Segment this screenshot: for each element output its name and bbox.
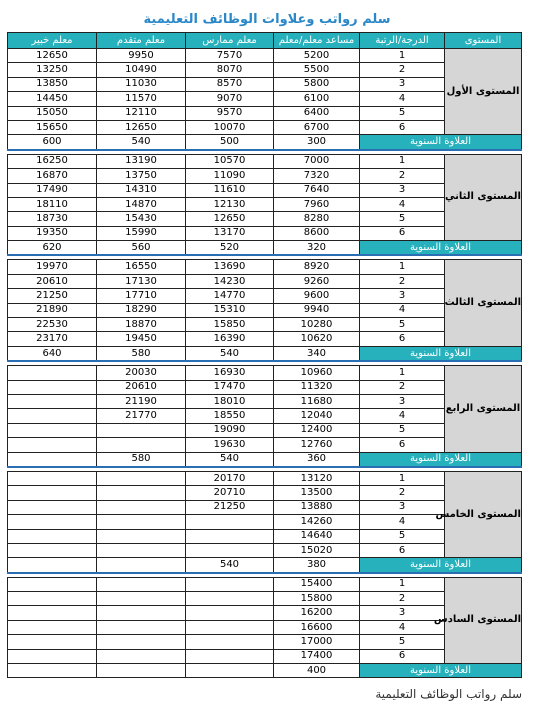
grade-cell: 4 [360,515,445,529]
grade-row [8,635,522,649]
salary-cell: 17710 [97,289,186,303]
grade-cell: 6 [360,649,445,663]
grade-cell: 1 [360,49,445,63]
allowance-value-cell: 360 [274,452,360,467]
salary-cell [186,649,274,663]
salary-cell: 10570 [186,154,274,168]
salary-cell: 11090 [186,169,274,183]
salary-cell: 21190 [97,394,186,408]
grade-cell: 1 [360,577,445,591]
grade-cell: 1 [360,366,445,380]
salary-cell [186,529,274,543]
salary-cell [186,606,274,620]
salary-cell [8,606,97,620]
salary-cell [8,486,97,500]
grade-cell: 6 [360,226,445,240]
level-name-cell: المستوى الرابع [445,366,522,452]
salary-cell [8,635,97,649]
salary-cell: 13250 [8,63,97,77]
salary-cell [97,606,186,620]
salary-cell [97,471,186,485]
header-practitioner-teacher: معلم ممارس [186,33,274,49]
allowance-value-cell: 520 [186,241,274,256]
grade-row [8,649,522,663]
annual-allowance-label: العلاوة السنوية [360,346,522,361]
grade-cell: 2 [360,486,445,500]
salary-cell [97,438,186,452]
salary-cell: 19630 [186,438,274,452]
salary-cell: 8920 [274,260,360,274]
salary-cell: 14450 [8,92,97,106]
salary-cell [186,592,274,606]
salary-cell [97,592,186,606]
salary-cell: 12760 [274,438,360,452]
salary-cell: 17130 [97,274,186,288]
grade-row [8,274,522,288]
allowance-value-cell [97,558,186,573]
salary-cell: 19450 [97,332,186,346]
annual-allowance-label: العلاوة السنوية [360,135,522,150]
allowance-value-cell: 580 [97,452,186,467]
grade-cell: 6 [360,543,445,557]
allowance-value-cell: 640 [8,346,97,361]
salary-cell: 18010 [186,394,274,408]
salary-cell: 10960 [274,366,360,380]
annual-allowance-row [8,452,522,467]
salary-cell [8,649,97,663]
salary-cell: 9070 [186,92,274,106]
salary-cell [8,394,97,408]
allowance-value-cell: 620 [8,241,97,256]
salary-cell: 14310 [97,183,186,197]
salary-table-body [8,49,522,678]
header-row [8,33,522,49]
allowance-value-cell: 580 [97,346,186,361]
salary-cell: 15800 [274,592,360,606]
salary-cell: 12650 [186,212,274,226]
salary-cell: 19350 [8,226,97,240]
allowance-value-cell: 340 [274,346,360,361]
salary-cell: 16200 [274,606,360,620]
salary-cell [8,529,97,543]
salary-cell: 9260 [274,274,360,288]
grade-row [8,380,522,394]
allowance-value-cell [97,664,186,678]
image-caption: سلم رواتب الوظائف التعليمية [375,687,522,701]
salary-cell: 16390 [186,332,274,346]
grade-row [8,154,522,168]
salary-cell: 12040 [274,409,360,423]
salary-cell: 18550 [186,409,274,423]
annual-allowance-row [8,135,522,150]
salary-cell [8,515,97,529]
salary-cell: 13190 [97,154,186,168]
grade-row [8,438,522,452]
salary-cell [97,620,186,634]
salary-cell: 12110 [97,106,186,120]
annual-allowance-label: العلاوة السنوية [360,664,522,678]
salary-cell: 13120 [274,471,360,485]
grade-cell: 5 [360,529,445,543]
grade-row [8,63,522,77]
grade-row [8,120,522,134]
header-level: المستوى [445,33,522,49]
salary-cell [8,592,97,606]
salary-cell: 12400 [274,423,360,437]
grade-cell: 4 [360,92,445,106]
salary-cell [8,366,97,380]
salary-cell [186,515,274,529]
level-name-cell: المستوى الأول [445,49,522,135]
salary-cell: 15990 [97,226,186,240]
grade-row [8,77,522,91]
grade-cell: 3 [360,77,445,91]
grade-row [8,543,522,557]
grade-row [8,577,522,591]
grade-cell: 3 [360,183,445,197]
salary-cell: 19970 [8,260,97,274]
grade-row [8,260,522,274]
salary-cell: 11610 [186,183,274,197]
header-expert-teacher: معلم خبير [8,33,97,49]
allowance-value-cell: 600 [8,135,97,150]
allowance-value-cell [186,664,274,678]
salary-cell [97,577,186,591]
salary-cell: 17490 [8,183,97,197]
salary-cell: 13750 [97,169,186,183]
salary-cell: 15430 [97,212,186,226]
grade-row [8,212,522,226]
salary-cell: 9940 [274,303,360,317]
annual-allowance-row [8,558,522,573]
salary-cell: 11320 [274,380,360,394]
salary-cell: 21770 [97,409,186,423]
salary-cell [186,620,274,634]
allowance-value-cell [8,452,97,467]
salary-cell: 12650 [97,120,186,134]
grade-cell: 4 [360,409,445,423]
salary-cell: 6400 [274,106,360,120]
salary-cell [8,543,97,557]
grade-cell: 3 [360,394,445,408]
grade-cell: 3 [360,289,445,303]
salary-cell [97,423,186,437]
salary-table [7,32,522,678]
allowance-value-cell [8,558,97,573]
salary-cell: 11680 [274,394,360,408]
salary-cell: 16600 [274,620,360,634]
grade-cell: 6 [360,438,445,452]
grade-cell: 5 [360,635,445,649]
salary-cell [8,577,97,591]
salary-cell: 11030 [97,77,186,91]
salary-cell [8,423,97,437]
grade-row [8,394,522,408]
salary-cell [97,635,186,649]
salary-cell: 11570 [97,92,186,106]
allowance-value-cell: 300 [274,135,360,150]
salary-cell: 5500 [274,63,360,77]
salary-cell: 7000 [274,154,360,168]
salary-cell: 20030 [97,366,186,380]
salary-cell: 19090 [186,423,274,437]
allowance-value-cell: 540 [186,558,274,573]
grade-row [8,486,522,500]
grade-row [8,318,522,332]
salary-cell [186,577,274,591]
grade-row [8,49,522,63]
grade-row [8,226,522,240]
salary-cell: 20170 [186,471,274,485]
salary-cell [186,543,274,557]
salary-cell [97,515,186,529]
allowance-value-cell: 400 [274,664,360,678]
grade-row [8,106,522,120]
annual-allowance-row [8,664,522,678]
salary-cell [97,529,186,543]
annual-allowance-row [8,241,522,256]
salary-cell: 12130 [186,197,274,211]
allowance-value-cell: 320 [274,241,360,256]
salary-cell: 6100 [274,92,360,106]
salary-cell [8,620,97,634]
salary-cell: 13690 [186,260,274,274]
salary-cell: 20710 [186,486,274,500]
grade-cell: 6 [360,120,445,134]
salary-cell: 8600 [274,226,360,240]
grade-cell: 4 [360,197,445,211]
salary-cell: 10070 [186,120,274,134]
salary-cell: 13850 [8,77,97,91]
level-name-cell: المستوى الخامس [445,471,522,557]
salary-cell: 13880 [274,500,360,514]
salary-cell: 20610 [8,274,97,288]
grade-row [8,423,522,437]
grade-cell: 1 [360,471,445,485]
salary-cell: 16870 [8,169,97,183]
annual-allowance-row [8,346,522,361]
salary-cell: 21890 [8,303,97,317]
grade-cell: 3 [360,606,445,620]
salary-cell: 15850 [186,318,274,332]
salary-cell: 14230 [186,274,274,288]
salary-cell: 7640 [274,183,360,197]
grade-row [8,471,522,485]
grade-row [8,169,522,183]
salary-cell: 23170 [8,332,97,346]
salary-cell: 15400 [274,577,360,591]
grade-row [8,409,522,423]
salary-cell: 18870 [97,318,186,332]
salary-cell [97,486,186,500]
level-name-cell: المستوى الثالث [445,260,522,346]
salary-cell: 14260 [274,515,360,529]
allowance-value-cell: 540 [97,135,186,150]
salary-cell: 5800 [274,77,360,91]
salary-cell: 10280 [274,318,360,332]
salary-cell: 7960 [274,197,360,211]
header-grade: الدرجة/الرتبة [360,33,445,49]
level-name-cell: المستوى السادس [445,577,522,663]
salary-cell: 18290 [97,303,186,317]
allowance-value-cell: 560 [97,241,186,256]
grade-cell: 5 [360,423,445,437]
allowance-value-cell: 540 [186,452,274,467]
grade-cell: 4 [360,620,445,634]
salary-cell: 10490 [97,63,186,77]
grade-cell: 2 [360,63,445,77]
salary-cell: 10620 [274,332,360,346]
salary-cell: 13170 [186,226,274,240]
salary-cell: 9950 [97,49,186,63]
level-name-cell: المستوى الثاني [445,154,522,240]
annual-allowance-label: العلاوة السنوية [360,452,522,467]
salary-cell: 9570 [186,106,274,120]
allowance-value-cell: 500 [186,135,274,150]
header-advanced-teacher: معلم متقدم [97,33,186,49]
grade-cell: 5 [360,106,445,120]
salary-cell: 15050 [8,106,97,120]
grade-cell: 1 [360,154,445,168]
annual-allowance-label: العلاوة السنوية [360,558,522,573]
grade-cell: 3 [360,500,445,514]
salary-cell [8,380,97,394]
salary-cell [8,438,97,452]
salary-cell [8,500,97,514]
salary-cell: 9600 [274,289,360,303]
grade-cell: 2 [360,169,445,183]
grade-row [8,332,522,346]
salary-cell: 17000 [274,635,360,649]
salary-cell [8,409,97,423]
salary-cell: 18110 [8,197,97,211]
allowance-value-cell [8,664,97,678]
grade-row [8,92,522,106]
salary-cell: 6700 [274,120,360,134]
salary-cell: 21250 [186,500,274,514]
annual-allowance-label: العلاوة السنوية [360,241,522,256]
salary-cell: 17400 [274,649,360,663]
salary-cell: 15020 [274,543,360,557]
salary-cell: 8070 [186,63,274,77]
grade-row [8,529,522,543]
salary-cell: 16550 [97,260,186,274]
salary-cell: 13500 [274,486,360,500]
salary-cell: 14640 [274,529,360,543]
salary-cell: 18730 [8,212,97,226]
salary-cell: 8280 [274,212,360,226]
salary-cell: 14770 [186,289,274,303]
salary-cell [186,635,274,649]
salary-cell: 20610 [97,380,186,394]
salary-cell: 17470 [186,380,274,394]
header-assistant-teacher: مساعد معلم/معلم [274,33,360,49]
grade-cell: 4 [360,303,445,317]
salary-cell: 12650 [8,49,97,63]
grade-row [8,366,522,380]
allowance-value-cell: 380 [274,558,360,573]
salary-cell [97,543,186,557]
grade-cell: 5 [360,318,445,332]
salary-cell [97,649,186,663]
salary-cell: 15650 [8,120,97,134]
salary-cell: 22530 [8,318,97,332]
salary-cell: 15310 [186,303,274,317]
salary-cell: 7320 [274,169,360,183]
salary-cell: 8570 [186,77,274,91]
document-title: سلم رواتب وعلاوات الوظائف التعليمية [143,12,391,27]
grade-cell: 2 [360,274,445,288]
salary-cell: 21250 [8,289,97,303]
salary-cell [97,500,186,514]
grade-cell: 5 [360,212,445,226]
grade-cell: 1 [360,260,445,274]
salary-cell: 7570 [186,49,274,63]
salary-cell: 16930 [186,366,274,380]
allowance-value-cell: 540 [186,346,274,361]
salary-cell: 14870 [97,197,186,211]
grade-row [8,592,522,606]
salary-cell: 5200 [274,49,360,63]
salary-cell [8,471,97,485]
salary-cell: 16250 [8,154,97,168]
grade-cell: 2 [360,592,445,606]
grade-cell: 6 [360,332,445,346]
grade-cell: 2 [360,380,445,394]
